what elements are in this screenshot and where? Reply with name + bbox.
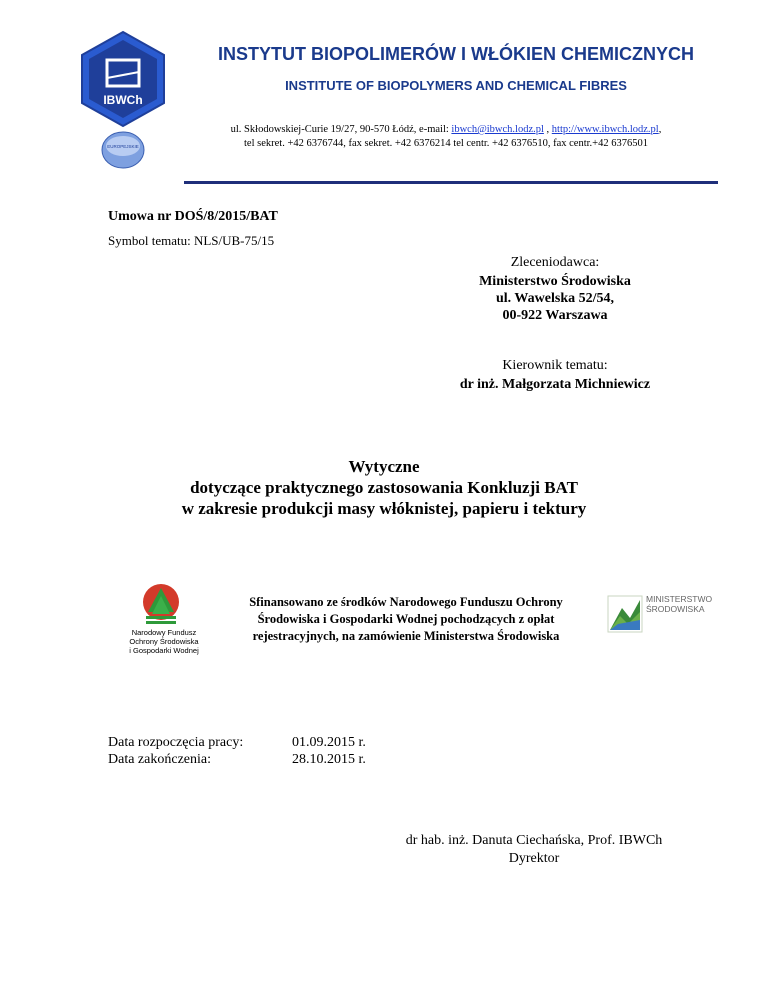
topic-symbol: Symbol tematu: NLS/UB-75/15: [108, 233, 275, 248]
header-divider: [184, 181, 718, 184]
badge-text: EUROPEJSKIE: [107, 144, 139, 149]
ministry-logo-line2: ŚRODOWISKA: [646, 604, 705, 614]
address-suffix: ,: [658, 124, 662, 135]
nfosigw-logo: [136, 582, 186, 628]
client-label: Zleceniodawca:: [510, 255, 600, 270]
doc-title-line1: Wytyczne: [348, 457, 420, 476]
funding-statement: [218, 594, 594, 645]
funding-line3: rejestracyjnych, na zamówienie Ministerstwa Środowiska: [252, 629, 560, 643]
manager-name: dr inż. Małgorzata Michniewicz: [459, 377, 651, 392]
client-street: ul. Wawelska 52/54,: [496, 291, 614, 306]
end-date-label: Data zakończenia:: [108, 752, 211, 767]
client-city: 00-922 Warszawa: [502, 308, 608, 323]
contract-number: Umowa nr DOŚ/8/2015/BAT: [108, 209, 278, 224]
institute-name-en: INSTITUTE OF BIOPOLYMERS AND CHEMICAL FIBRES: [285, 78, 627, 93]
director-name: dr hab. inż. Danuta Ciechańska, Prof. IBWCh: [405, 833, 663, 848]
funding-line2: Środowiska i Gospodarki Wodnej pochodzących z opłat: [257, 612, 555, 626]
email-link[interactable]: ibwch@ibwch.lodz.pl: [451, 124, 544, 135]
nfosigw-caption-line3: i Gospodarki Wodnej: [129, 646, 199, 655]
ibwch-logo: [78, 30, 168, 128]
ministry-logo-line1: MINISTERSTWO: [646, 594, 713, 604]
website-link[interactable]: http://www.ibwch.lodz.pl: [551, 124, 659, 135]
nfosigw-caption-line2: Ochrony Środowiska: [129, 637, 199, 646]
address-text: ul. Skłodowskiej-Curie 19/27, 90-570 Łódź, e-mail:: [230, 124, 452, 135]
ministry-logo: [606, 590, 746, 638]
phone-line: tel sekret. +42 6376744, fax sekret. +42 6376214 tel centr. +42 6376510, fax centr.+42 6376501: [244, 138, 648, 149]
nfosigw-caption-line1: Narodowy Fundusz: [131, 628, 197, 637]
institute-name-pl: INSTYTUT BIOPOLIMERÓW I WŁÓKIEN CHEMICZNYCH: [218, 44, 694, 64]
address-line: [196, 124, 696, 135]
start-date-label: Data rozpoczęcia pracy:: [108, 735, 244, 750]
funding-line1: Sfinansowano ze środków Narodowego Funduszu Ochrony: [249, 595, 563, 609]
nfosigw-caption: [116, 628, 212, 655]
doc-title-line3: w zakresie produkcji masy włóknistej, papieru i tektury: [181, 499, 587, 518]
ibwch-logo-text: IBWCh: [103, 93, 143, 107]
end-date-value: 28.10.2015 r.: [292, 752, 366, 767]
client-name: Ministerstwo Środowiska: [479, 274, 631, 289]
certificate-badge: [100, 130, 146, 170]
start-date-value: 01.09.2015 r.: [292, 735, 366, 750]
address-separator: ,: [543, 124, 552, 135]
manager-label: Kierownik tematu:: [502, 358, 608, 373]
doc-title-line2: dotyczące praktycznego zastosowania Konkluzji BAT: [190, 478, 578, 497]
director-role: Dyrektor: [508, 851, 560, 866]
